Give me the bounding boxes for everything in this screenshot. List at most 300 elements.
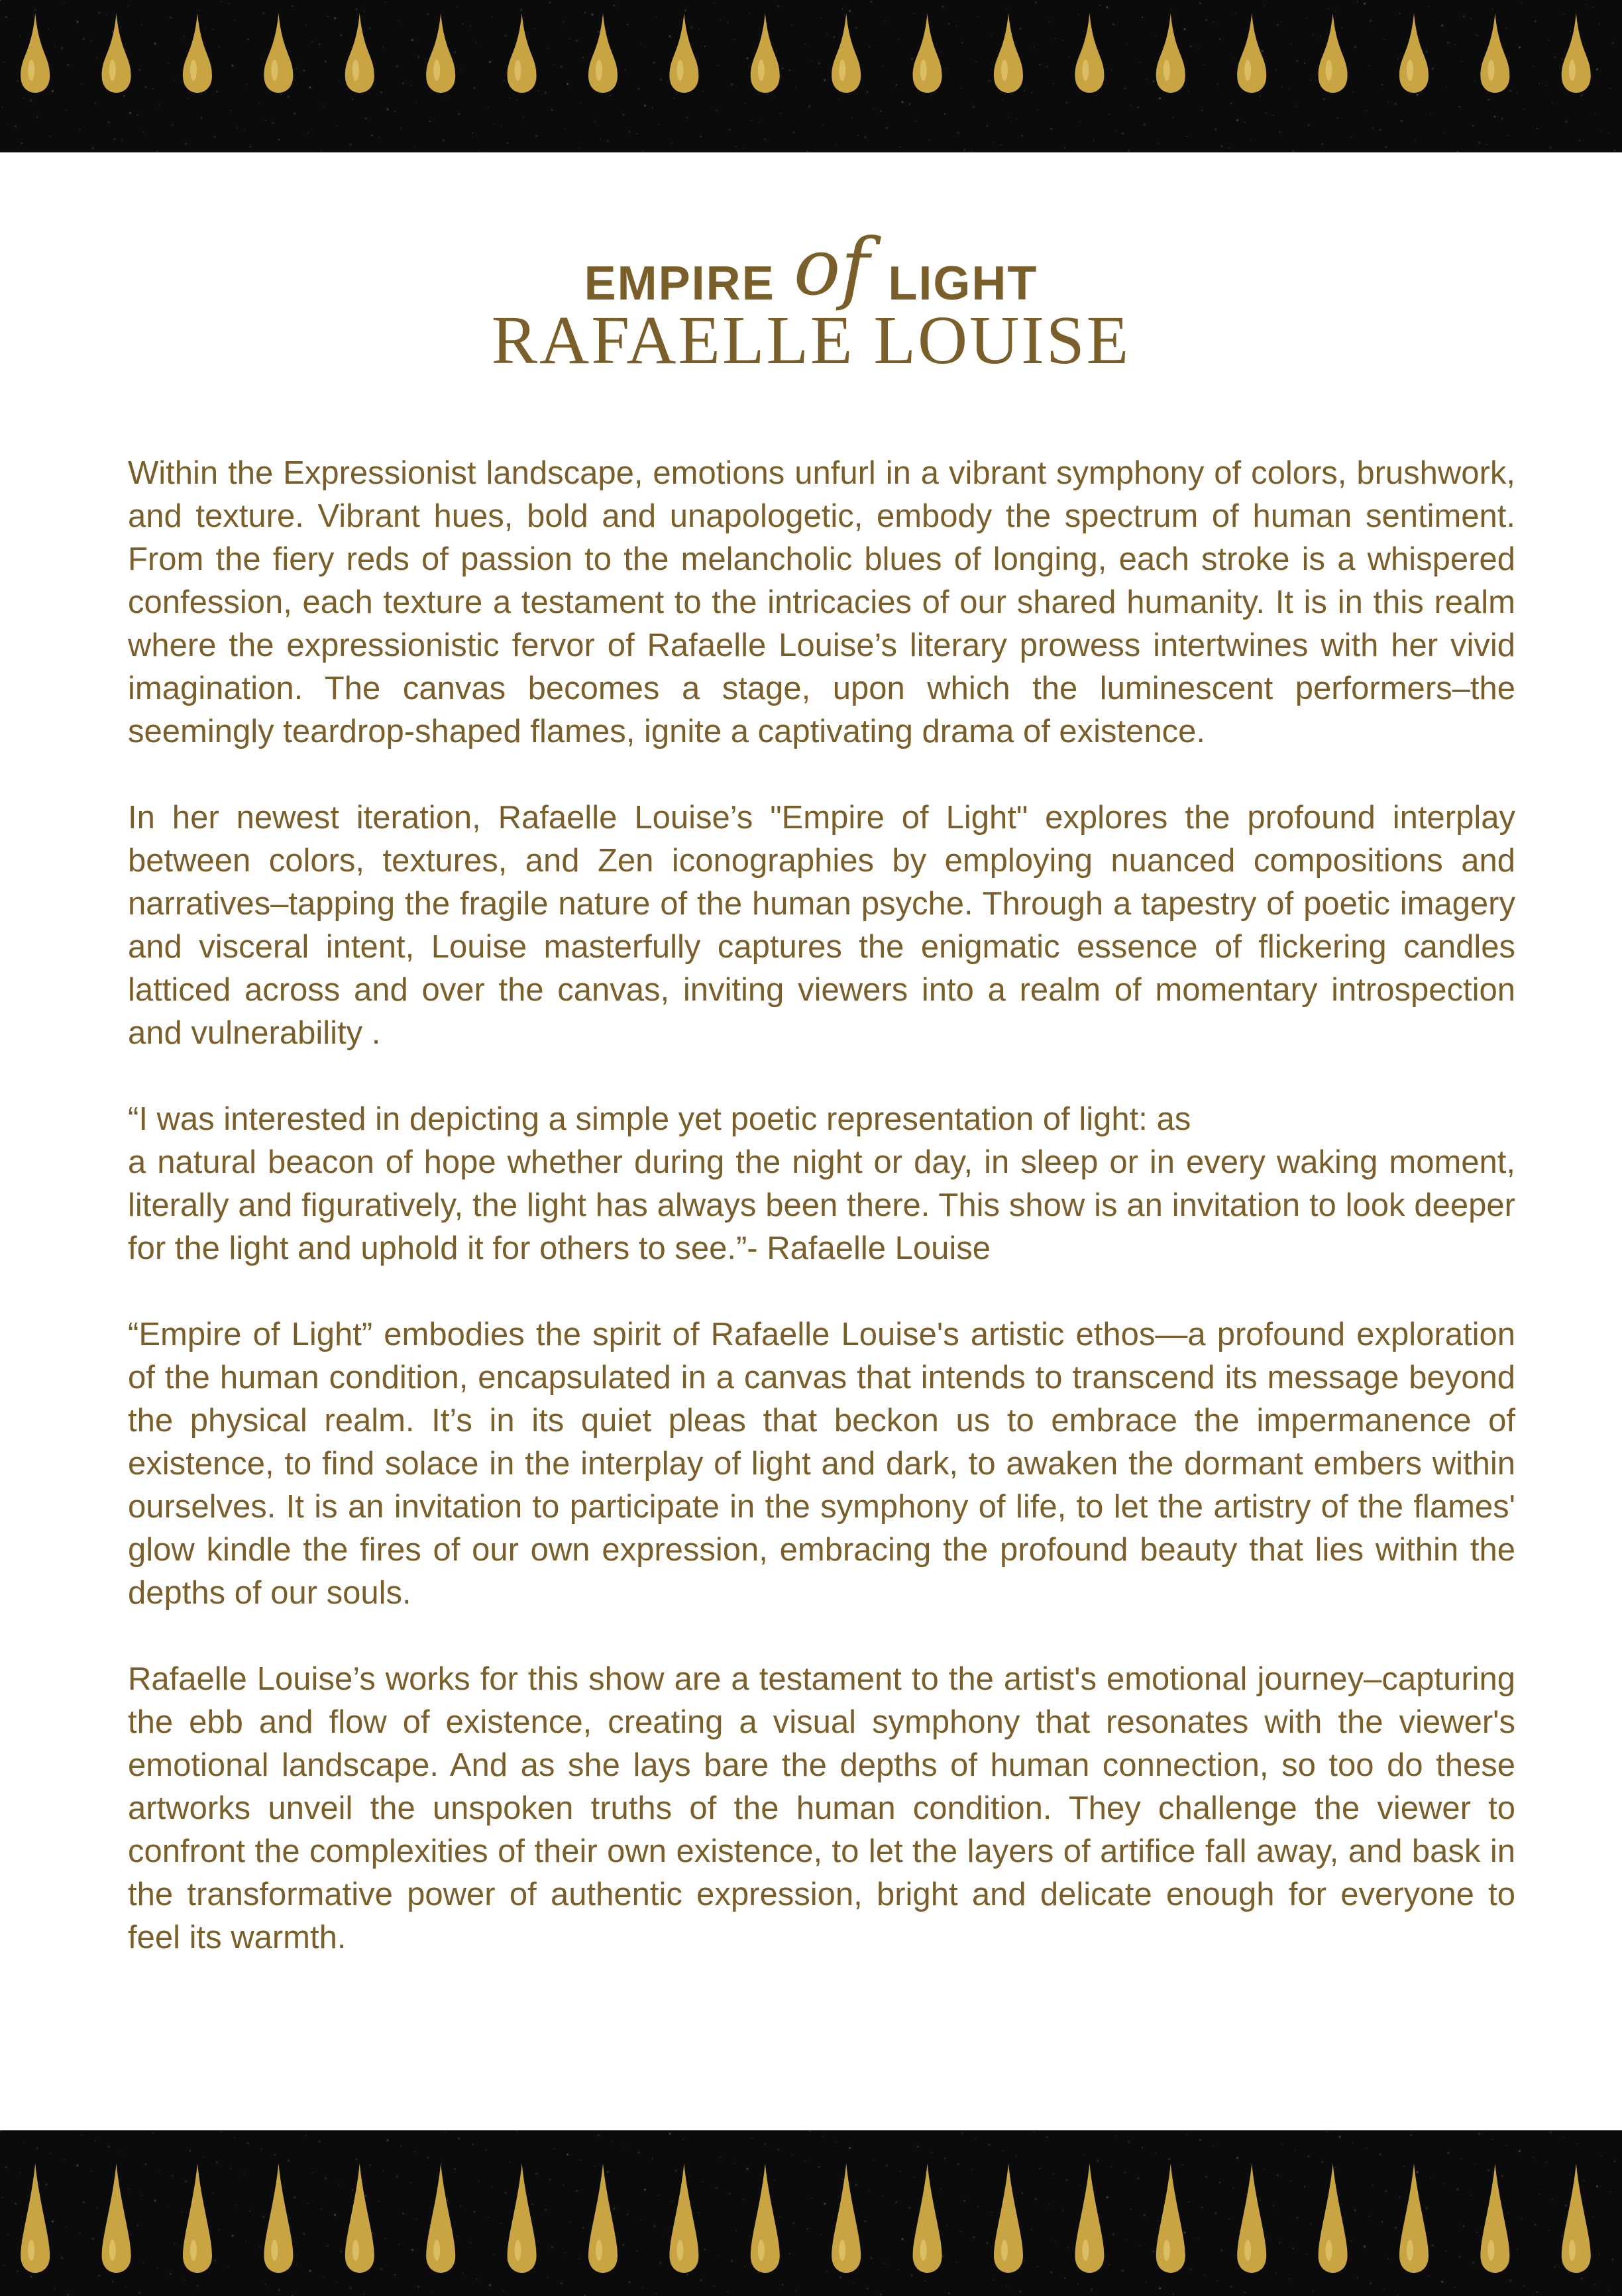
gold-teardrop-flame-icon: [1075, 2163, 1104, 2273]
band-texture-speck: [1002, 2150, 1003, 2152]
band-texture-speck: [867, 2288, 868, 2289]
band-texture-speck: [245, 2241, 246, 2242]
band-texture-speck: [882, 66, 883, 67]
gold-teardrop-flame-icon: [994, 13, 1023, 93]
band-texture-speck: [638, 2152, 640, 2154]
band-texture-speck: [52, 90, 54, 92]
band-texture-speck: [114, 138, 116, 140]
band-texture-speck: [98, 12, 100, 14]
band-texture-speck: [895, 2201, 897, 2203]
band-texture-speck: [1477, 35, 1478, 36]
band-texture-speck: [561, 2282, 563, 2284]
band-texture-speck: [319, 2140, 321, 2142]
band-texture-speck: [807, 151, 808, 152]
band-texture-speck: [296, 68, 297, 69]
band-texture-speck: [17, 81, 19, 82]
band-texture-speck: [1470, 2195, 1472, 2196]
band-texture-speck: [1000, 144, 1001, 146]
gold-teardrop-flame-icon: [832, 13, 861, 93]
band-texture-speck: [17, 2271, 19, 2272]
band-texture-speck: [669, 35, 671, 37]
band-texture-speck: [818, 62, 820, 64]
band-texture-speck: [563, 21, 564, 23]
band-texture-speck: [174, 79, 176, 80]
band-texture-speck: [1215, 129, 1216, 131]
band-texture-speck: [735, 2230, 737, 2231]
band-texture-speck: [1507, 135, 1509, 137]
band-texture-speck: [1399, 2197, 1401, 2198]
band-texture-speck: [607, 2171, 609, 2173]
band-texture-speck: [1370, 2283, 1372, 2285]
gold-teardrop-flame-icon: [102, 13, 131, 93]
band-texture-speck: [811, 60, 812, 62]
band-texture-speck: [445, 95, 446, 96]
band-texture-speck: [565, 2252, 566, 2254]
band-texture-speck: [1, 2197, 3, 2199]
band-texture-speck: [417, 2286, 419, 2288]
band-texture-speck: [991, 35, 992, 36]
band-texture-speck: [1444, 132, 1445, 133]
band-texture-speck: [485, 2150, 486, 2151]
band-texture-speck: [913, 2177, 914, 2178]
band-texture-speck: [1260, 2199, 1261, 2201]
band-texture-speck: [636, 133, 637, 135]
band-texture-speck: [1128, 150, 1130, 152]
band-texture-speck: [909, 103, 910, 105]
band-texture-speck: [311, 2172, 313, 2173]
flame-highlight: [839, 2240, 845, 2261]
gold-teardrop-flame-icon: [1156, 13, 1185, 93]
band-texture-speck: [776, 50, 777, 52]
band-texture-speck: [535, 135, 537, 137]
band-texture-speck: [23, 97, 25, 99]
band-texture-speck: [640, 43, 641, 44]
band-texture-speck: [1188, 2201, 1189, 2203]
band-texture-speck: [1110, 2166, 1112, 2167]
band-texture-speck: [234, 20, 235, 21]
band-texture-speck: [125, 2287, 127, 2288]
band-texture-speck: [957, 2163, 959, 2165]
band-texture-speck: [1106, 6, 1108, 8]
band-texture-speck: [1277, 2174, 1279, 2176]
band-texture-speck: [54, 45, 56, 46]
band-texture-speck: [278, 138, 280, 140]
band-texture-speck: [727, 22, 728, 23]
band-texture-speck: [1426, 50, 1428, 52]
band-texture-speck: [942, 2256, 944, 2258]
band-texture-speck: [1153, 2250, 1155, 2252]
band-texture-speck: [873, 2159, 874, 2161]
band-texture-speck: [288, 95, 290, 97]
band-texture-speck: [1568, 2272, 1569, 2273]
band-texture-speck: [901, 101, 903, 103]
band-texture-speck: [793, 2222, 795, 2224]
band-texture-speck: [1173, 2293, 1174, 2295]
band-texture-speck: [1403, 2165, 1405, 2167]
band-texture-speck: [1205, 2176, 1207, 2178]
band-texture-speck: [144, 2163, 146, 2165]
band-texture-speck: [265, 120, 266, 121]
gold-teardrop-flame-icon: [1399, 2163, 1429, 2273]
band-texture-speck: [443, 139, 445, 141]
band-texture-speck: [1022, 135, 1023, 137]
band-texture-speck: [1352, 2142, 1354, 2144]
band-texture-speck: [470, 25, 471, 27]
band-texture-speck: [371, 135, 373, 137]
band-texture-speck: [1289, 88, 1290, 89]
flame-highlight: [1082, 60, 1089, 81]
band-texture-speck: [323, 106, 324, 107]
band-texture-speck: [1091, 2289, 1093, 2291]
band-texture-speck: [431, 2292, 433, 2293]
band-texture-speck: [569, 38, 570, 39]
paragraph-iteration: In her newest iteration, Rafaelle Louise’s "Empire of Light" explores the profound interplay between colors, textures, and Zen iconographies by employing nuanced compositions and narratives–tapping the fragile nature of the human psyche. Through a tapestry of poetic imagery and visceral intent, Louise masterfully captures the enigmatic essence of flickering candles latticed across and over the canvas, inviting viewers into a realm of momentary introspection and vulnerability .: [128, 800, 1515, 1051]
band-texture-speck: [576, 40, 578, 42]
band-texture-speck: [911, 2274, 913, 2276]
band-texture-speck: [400, 2146, 402, 2147]
band-texture-speck: [1275, 70, 1276, 71]
band-texture-speck: [409, 2182, 411, 2183]
band-texture-speck: [855, 27, 857, 29]
band-texture-speck: [1581, 94, 1583, 96]
band-texture-speck: [718, 65, 719, 66]
gold-teardrop-flame-icon: [426, 2163, 455, 2273]
band-texture-speck: [323, 2276, 324, 2277]
band-texture-speck: [385, 2238, 386, 2239]
band-texture-speck: [487, 2217, 488, 2218]
band-texture-speck: [503, 80, 504, 82]
band-texture-speck: [684, 9, 686, 11]
band-texture-speck: [1610, 2191, 1611, 2193]
band-texture-speck: [989, 2144, 991, 2146]
flame-highlight: [1082, 2240, 1089, 2261]
band-texture-speck: [216, 91, 218, 93]
band-texture-speck: [535, 2173, 537, 2175]
band-texture-speck: [383, 2170, 384, 2171]
band-texture-speck: [886, 2165, 888, 2167]
band-texture-speck: [427, 2157, 429, 2159]
band-texture-speck: [580, 2159, 582, 2161]
gold-teardrop-flame-icon: [669, 2163, 698, 2273]
band-texture-speck: [1277, 24, 1279, 26]
band-texture-speck: [1428, 6, 1429, 7]
band-texture-speck: [1236, 119, 1238, 121]
band-texture-speck: [1570, 2174, 1571, 2175]
band-texture-speck: [644, 105, 646, 107]
band-texture-speck: [1521, 2218, 1523, 2219]
band-texture-speck: [30, 2276, 32, 2278]
band-texture-speck: [231, 2234, 233, 2236]
band-texture-speck: [973, 106, 975, 108]
band-texture-speck: [640, 2220, 641, 2221]
band-texture-speck: [1266, 113, 1267, 114]
band-texture-speck: [307, 132, 309, 133]
band-texture-speck: [352, 99, 353, 100]
band-texture-speck: [203, 2156, 204, 2158]
artist-quote-rest: a natural beacon of hope whether during the night or day, in sleep or in every waking moment, literally and figuratively, the light has always been there. This show is an invitation to look deeper for the light and uphold it for others to see.”- Rafaelle Louise: [128, 1144, 1515, 1266]
band-texture-speck: [243, 2173, 244, 2175]
band-texture-speck: [774, 95, 775, 97]
band-texture-speck: [940, 2188, 942, 2189]
band-texture-speck: [600, 138, 601, 140]
band-texture-speck: [1040, 64, 1041, 66]
band-texture-speck: [1533, 2156, 1534, 2158]
band-texture-speck: [1055, 2241, 1056, 2242]
band-texture-speck: [197, 2285, 198, 2286]
band-texture-speck: [720, 2157, 721, 2158]
band-texture-speck: [582, 57, 584, 59]
band-texture-speck: [808, 2130, 810, 2132]
band-texture-speck: [156, 2268, 158, 2269]
band-texture-speck: [141, 2194, 142, 2195]
band-texture-speck: [394, 2274, 396, 2275]
band-texture-speck: [1583, 2180, 1584, 2181]
band-texture-speck: [780, 113, 781, 114]
band-texture-speck: [1173, 117, 1174, 118]
gold-teardrop-flame-icon: [264, 2163, 293, 2273]
band-texture-speck: [834, 36, 836, 38]
band-texture-speck: [1197, 48, 1199, 49]
band-texture-speck: [492, 2186, 493, 2187]
band-texture-speck: [458, 113, 460, 115]
band-texture-speck: [1430, 113, 1431, 115]
band-texture-speck: [1050, 2271, 1052, 2273]
band-texture-speck: [1501, 118, 1503, 119]
band-texture-speck: [1370, 20, 1372, 22]
band-texture-speck: [501, 2222, 502, 2224]
band-texture-speck: [1199, 2139, 1201, 2141]
band-texture-speck: [50, 136, 51, 137]
band-texture-speck: [236, 2205, 237, 2206]
band-texture-speck: [545, 2209, 547, 2211]
band-texture-speck: [1137, 107, 1139, 109]
band-texture-speck: [869, 2190, 870, 2191]
band-texture-speck: [1410, 2134, 1412, 2136]
band-texture-speck: [1064, 147, 1065, 148]
paragraph-intro: Within the Expressionist landscape, emotions unfurl in a vibrant symphony of colors, brushwork, and texture. Vibrant hues, bold and unapologetic, embody the spectrum of human sentiment. From the fiery reds of passion to the melancholic blues of longing, each stroke is a whispered confession, each texture a testament to the intricacies of our shared humanity. It is in this realm where the expressionistic fervor of Rafaelle Louise’s literary prowess intertwines with her vivid imagination. The canvas becomes a stage, upon which the luminescent performers–the seemingly teardrop-shaped flames, ignite a captivating drama of existence.: [128, 455, 1515, 749]
band-texture-speck: [1519, 46, 1521, 48]
band-texture-speck: [882, 2196, 883, 2197]
band-texture-speck: [780, 2216, 781, 2218]
band-texture-speck: [67, 64, 69, 66]
band-texture-speck: [1055, 38, 1056, 39]
band-texture-speck: [842, 9, 843, 10]
band-texture-speck: [417, 56, 419, 58]
band-texture-speck: [305, 2135, 307, 2136]
gold-teardrop-flame-icon: [751, 2163, 780, 2273]
band-texture-speck: [1534, 2224, 1536, 2226]
band-texture-speck: [489, 2284, 491, 2286]
band-texture-speck: [720, 20, 721, 21]
band-texture-speck: [959, 2231, 961, 2232]
band-texture-speck: [1047, 2137, 1048, 2138]
band-texture-speck: [871, 2257, 873, 2259]
band-texture-speck: [112, 2281, 113, 2282]
band-texture-speck: [836, 2142, 837, 2143]
band-texture-speck: [334, 17, 336, 19]
gold-teardrop-flame-icon: [994, 2163, 1023, 2273]
band-texture-speck: [504, 2192, 506, 2194]
band-texture-speck: [1444, 2183, 1445, 2184]
band-texture-speck: [730, 2193, 731, 2195]
band-texture-speck: [1416, 2171, 1418, 2173]
band-texture-speck: [975, 61, 977, 62]
band-texture-speck: [476, 2279, 477, 2280]
band-texture-speck: [1446, 87, 1447, 88]
band-texture-speck: [76, 21, 78, 23]
band-texture-speck: [170, 2273, 172, 2275]
band-texture-speck: [962, 42, 963, 44]
band-texture-speck: [1188, 91, 1189, 92]
band-texture-speck: [702, 91, 704, 92]
band-texture-speck: [730, 129, 731, 131]
band-texture-speck: [622, 114, 624, 116]
band-texture-speck: [1093, 140, 1095, 141]
band-texture-speck: [1341, 2204, 1342, 2205]
flame-highlight: [676, 60, 683, 81]
band-texture-speck: [820, 2234, 822, 2235]
band-texture-speck: [303, 70, 305, 72]
band-texture-speck: [1110, 69, 1112, 70]
band-texture-speck: [857, 135, 859, 136]
bottom-decorative-band: [0, 2130, 1622, 2296]
band-texture-speck: [36, 116, 38, 118]
band-texture-speck: [578, 2258, 580, 2259]
band-texture-speck: [90, 2171, 91, 2172]
band-texture-speck: [262, 2216, 264, 2218]
band-texture-speck: [1037, 109, 1038, 111]
flame-highlight: [676, 2240, 683, 2261]
band-texture-speck: [867, 91, 868, 93]
band-texture-speck: [777, 5, 779, 7]
band-texture-speck: [3, 62, 5, 63]
band-texture-speck: [472, 2144, 473, 2145]
band-texture-speck: [1199, 2, 1201, 4]
band-texture-speck: [129, 112, 131, 114]
band-texture-speck: [1221, 145, 1223, 147]
band-texture-speck: [425, 58, 427, 60]
band-texture-speck: [219, 2229, 220, 2230]
band-texture-speck: [460, 2205, 462, 2207]
band-texture-speck: [1006, 9, 1008, 10]
band-texture-speck: [327, 16, 329, 17]
band-texture-speck: [1564, 2137, 1565, 2138]
band-texture-speck: [494, 123, 495, 125]
flame-highlight: [1407, 2240, 1413, 2261]
band-texture-speck: [1608, 133, 1609, 134]
band-texture-speck: [1228, 2218, 1230, 2220]
band-texture-speck: [642, 2287, 643, 2289]
band-texture-speck: [1289, 2278, 1290, 2279]
band-texture-speck: [1168, 2158, 1170, 2160]
band-texture-speck: [804, 2161, 806, 2162]
band-texture-speck: [1357, 1, 1358, 3]
band-texture-speck: [1146, 2282, 1147, 2283]
band-texture-speck: [1035, 1, 1037, 3]
band-texture-speck: [1219, 2182, 1220, 2183]
band-texture-speck: [250, 146, 251, 148]
band-texture-speck: [1157, 2220, 1158, 2222]
band-texture-speck: [340, 2251, 342, 2253]
band-texture-speck: [1581, 2277, 1583, 2279]
band-texture-speck: [457, 2236, 458, 2237]
band-texture-speck: [1016, 2156, 1017, 2157]
band-texture-speck: [689, 2175, 690, 2177]
band-texture-speck: [551, 2246, 553, 2248]
band-texture-speck: [791, 25, 792, 26]
band-texture-speck: [83, 38, 85, 40]
band-texture-speck: [1493, 115, 1495, 117]
band-texture-speck: [700, 2279, 702, 2281]
band-texture-speck: [915, 121, 916, 122]
band-texture-speck: [1478, 142, 1480, 144]
flame-highlight: [1326, 2240, 1332, 2261]
gold-teardrop-flame-icon: [1480, 2163, 1509, 2273]
band-texture-speck: [549, 2179, 551, 2180]
band-texture-speck: [1095, 95, 1097, 96]
band-texture-speck: [822, 125, 824, 126]
band-texture-speck: [1565, 121, 1567, 123]
band-texture-speck: [400, 128, 402, 129]
band-texture-speck: [363, 11, 364, 12]
band-texture-speck: [158, 105, 160, 107]
band-texture-speck: [808, 105, 810, 107]
band-texture-speck: [818, 2166, 820, 2168]
band-texture-speck: [838, 99, 839, 100]
band-texture-speck: [931, 2152, 932, 2153]
band-texture-speck: [489, 61, 491, 63]
gold-teardrop-flame-icon: [1562, 2163, 1591, 2273]
band-texture-speck: [1562, 59, 1563, 60]
band-texture-speck: [1565, 2205, 1567, 2207]
band-texture-speck: [811, 2197, 812, 2199]
band-texture-speck: [627, 2214, 628, 2215]
band-texture-speck: [820, 17, 822, 19]
band-texture-speck: [1523, 109, 1525, 110]
band-texture-speck: [1250, 2163, 1252, 2164]
band-texture-speck: [658, 124, 659, 125]
band-texture-speck: [716, 2187, 718, 2189]
band-texture-speck: [334, 2214, 336, 2216]
band-texture-speck: [305, 25, 307, 26]
band-texture-speck: [1312, 34, 1313, 36]
band-texture-speck: [547, 47, 549, 48]
band-texture-speck: [265, 2283, 266, 2285]
flame-highlight: [109, 60, 116, 81]
band-texture-speck: [849, 2147, 851, 2149]
flame-highlight: [1001, 2240, 1008, 2261]
band-texture-speck: [975, 2138, 977, 2140]
flame-highlight: [190, 2240, 197, 2261]
band-texture-speck: [7, 124, 9, 125]
band-texture-speck: [613, 2208, 615, 2210]
band-texture-speck: [1236, 2157, 1238, 2159]
band-texture-speck: [494, 2254, 495, 2255]
band-texture-speck: [1548, 40, 1549, 41]
band-texture-speck: [957, 132, 959, 134]
gold-teardrop-flame-icon: [345, 13, 374, 93]
band-texture-speck: [380, 2268, 382, 2270]
band-texture-speck: [1323, 98, 1325, 100]
flame-highlight: [1163, 2240, 1170, 2261]
band-texture-speck: [462, 2273, 464, 2274]
band-texture-speck: [1601, 2155, 1602, 2156]
band-texture-speck: [188, 98, 189, 99]
band-texture-speck: [380, 91, 382, 93]
band-texture-speck: [931, 94, 932, 95]
band-texture-speck: [201, 117, 203, 119]
band-texture-speck: [1159, 2287, 1161, 2289]
